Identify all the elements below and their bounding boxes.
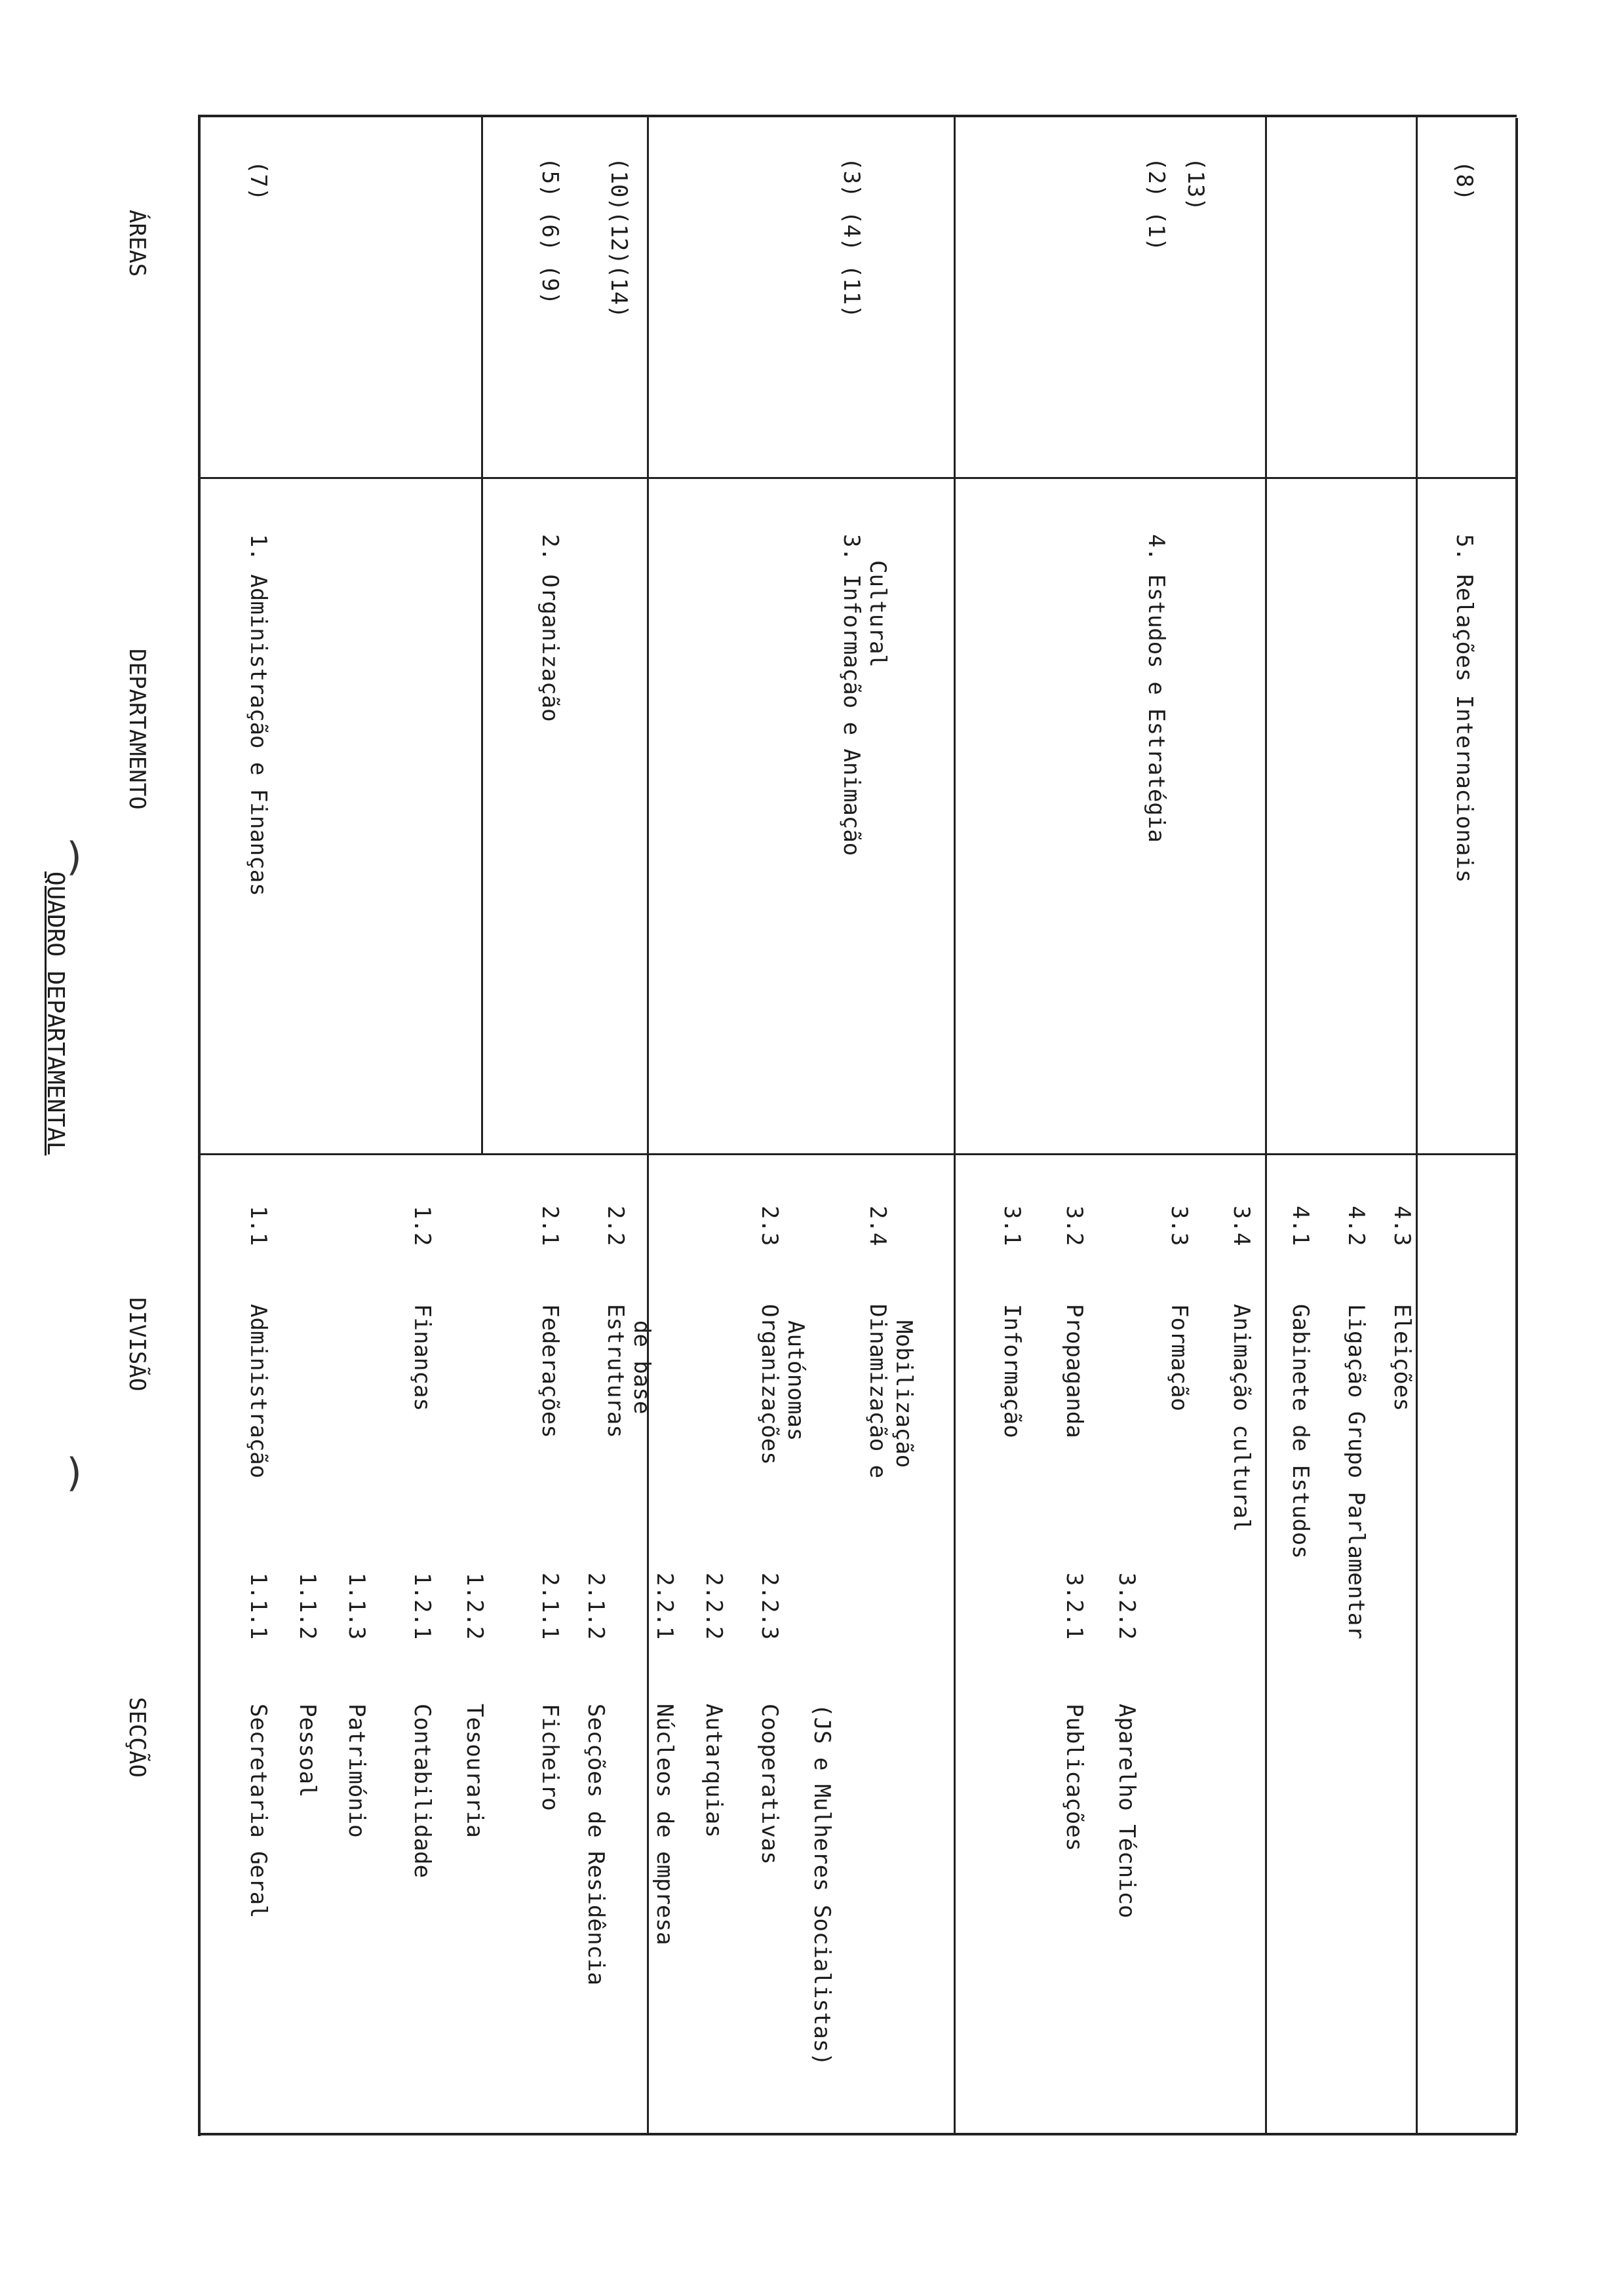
division-label: Estruturas bbox=[602, 1304, 629, 1438]
section-label: Autarquias bbox=[701, 1704, 727, 1838]
division-label: Organizações bbox=[756, 1304, 783, 1465]
section-label: Secretaria Geral bbox=[245, 1704, 271, 1919]
section-number: 2.2.3 bbox=[756, 1573, 783, 1640]
page-title: QUADRO DEPARTAMENTAL bbox=[42, 871, 69, 1156]
area-cell: (8) bbox=[1451, 161, 1477, 201]
division-label: Mobilização bbox=[891, 1320, 917, 1468]
area-cell: (13) bbox=[1182, 157, 1209, 211]
table-border-bottom bbox=[1515, 118, 1518, 2133]
division-number: 2.2 bbox=[602, 1206, 629, 1246]
pen-mark: ) bbox=[62, 834, 87, 881]
pen-mark: ) bbox=[62, 1450, 87, 1497]
section-number: 3.2.2 bbox=[1114, 1573, 1140, 1640]
section-number: 2.1.2 bbox=[583, 1573, 609, 1640]
division-number: 3.4 bbox=[1228, 1206, 1255, 1246]
row-divider-2 bbox=[647, 116, 649, 2134]
division-number: 2.1 bbox=[537, 1206, 563, 1246]
division-label: Ligação Grupo Parlamentar bbox=[1343, 1304, 1369, 1639]
division-label: Gabinete de Estudos bbox=[1287, 1304, 1313, 1559]
section-number: 2.1.1 bbox=[537, 1573, 563, 1640]
section-label: Património bbox=[343, 1704, 370, 1838]
division-number: 3.3 bbox=[1166, 1206, 1192, 1246]
division-label: Propaganda bbox=[1061, 1304, 1087, 1438]
section-number: 1.1.2 bbox=[294, 1573, 321, 1640]
division-number: 1.2 bbox=[409, 1206, 435, 1246]
section-label: Núcleos de empresa bbox=[652, 1704, 678, 1945]
division-number: 4.1 bbox=[1287, 1206, 1313, 1246]
department-cell: 1. Administração e Finanças bbox=[245, 534, 271, 896]
division-number: 1.1 bbox=[245, 1206, 271, 1246]
division-label: Finanças bbox=[409, 1304, 435, 1411]
department-cell: 2. Organização bbox=[537, 534, 563, 722]
department-cell: 3. Informação e Animação bbox=[838, 534, 865, 856]
section-label: Tesouraria bbox=[461, 1704, 488, 1838]
row-divider-4 bbox=[1265, 116, 1267, 2134]
section-label: Aparelho Técnico bbox=[1114, 1704, 1140, 1919]
section-label: Ficheiro bbox=[537, 1704, 563, 1811]
header-areas: ÁREAS bbox=[124, 210, 150, 277]
table-border-left bbox=[199, 115, 1517, 117]
division-number: 2.4 bbox=[865, 1206, 891, 1246]
division-label: Dinamização e bbox=[865, 1304, 891, 1479]
section-number: 2.2.2 bbox=[701, 1573, 727, 1640]
column-divider-1 bbox=[199, 477, 1517, 479]
division-label: Federações bbox=[537, 1304, 563, 1438]
division-label: de base bbox=[629, 1320, 655, 1415]
area-cell: (3) (4) (11) bbox=[838, 157, 865, 318]
area-cell: (2) (1) bbox=[1143, 157, 1169, 252]
area-cell: (7) bbox=[245, 161, 271, 201]
section-label: Cooperativas bbox=[756, 1704, 783, 1865]
section-label: Secções de Residência bbox=[583, 1704, 609, 1985]
section-number: 1.1.3 bbox=[343, 1573, 370, 1640]
table-border-top bbox=[198, 115, 201, 2136]
division-label: Administração bbox=[245, 1304, 271, 1479]
division-label: Autónomas bbox=[783, 1320, 809, 1442]
section-number: 3.2.1 bbox=[1061, 1573, 1087, 1640]
header-divisao: DIVISÃO bbox=[124, 1297, 150, 1392]
department-cell: Cultural bbox=[865, 560, 891, 668]
header-seccao: SECÇÃO bbox=[124, 1697, 150, 1778]
row-divider-3 bbox=[954, 116, 956, 2134]
department-cell: 4. Estudos e Estratégia bbox=[1143, 534, 1169, 843]
area-cell: (5) (6) (9) bbox=[537, 157, 563, 305]
division-label: Eleições bbox=[1389, 1304, 1415, 1411]
division-number: 4.3 bbox=[1389, 1206, 1415, 1246]
division-number: 2.3 bbox=[756, 1206, 783, 1246]
section-number: 1.2.2 bbox=[461, 1573, 488, 1640]
division-label: Animação cultural bbox=[1228, 1304, 1255, 1532]
row-divider-1 bbox=[481, 116, 483, 1155]
section-number: 2.2.1 bbox=[652, 1573, 678, 1640]
section-label: Contabilidade bbox=[409, 1704, 435, 1879]
row-divider-5 bbox=[1416, 116, 1418, 2134]
section-label: (JS e Mulheres Socialistas) bbox=[809, 1704, 835, 2066]
column-divider-2 bbox=[199, 1153, 1517, 1155]
section-label: Publicações bbox=[1061, 1704, 1087, 1852]
table-border-right bbox=[199, 2133, 1517, 2135]
section-number: 1.1.1 bbox=[245, 1573, 271, 1640]
division-number: 4.2 bbox=[1343, 1206, 1369, 1246]
division-label: Informação bbox=[999, 1304, 1025, 1438]
division-label: Formação bbox=[1166, 1304, 1192, 1411]
header-departamento: DEPARTAMENTO bbox=[124, 649, 150, 810]
department-cell: 5. Relações Internacionais bbox=[1451, 534, 1477, 883]
division-number: 3.1 bbox=[999, 1206, 1025, 1246]
section-number: 1.2.1 bbox=[409, 1573, 435, 1640]
area-cell: (10)(12)(14) bbox=[606, 157, 632, 318]
section-label: Pessoal bbox=[294, 1704, 321, 1798]
division-number: 3.2 bbox=[1061, 1206, 1087, 1246]
